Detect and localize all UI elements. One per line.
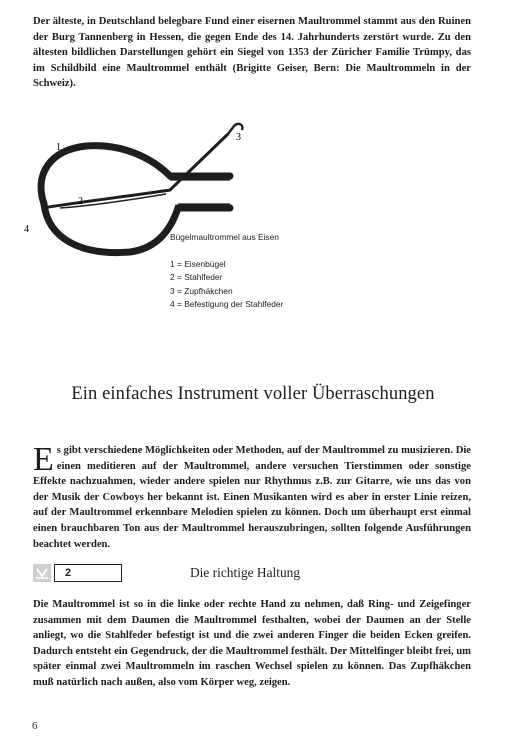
intro-paragraph: Der älteste, in Deutschland belegbare Fund einer eisernen Maultrommel stammt aus den Ruinen der Burg Tannenberg in Hessen, die gegen Ende des 14. Jahrhunderts zerstört wurde. Zu den ältesten bildlichen Darstellungen gehört ein Siegel von 1353 der Züricher Familie Trümpy, das im Schildbild eine Maultrommel enthält (Brigitte Geiser, Bern: Die Maultrommeln in der Schweiz). [33, 16, 471, 90]
section-icon [33, 564, 51, 582]
legend-item-3: 3 = Zupfhäkchen [170, 285, 233, 296]
caption-title: Bügelmaultrommel aus Eisen [170, 232, 279, 242]
haltung-paragraph: Die Maultrommel ist so in die linke oder rechte Hand zu nehmen, daß Ring- und Zeigefinger zusammen mit dem Daumen die Maultrommel festhalten, wobei der Daumen an der Stelle anliegt, wo die Stahlfeder befestigt ist und die zwei anderen Finger die beiden Ecken greifen. Dadurch entsteht ein Gegendruck, der die Maultrommel festhält. Der Mittelfinger bleibt frei, um später einmal zwei Maultrommeln im raschen Wechsel spielen zu können. Das Zupfhäkchen muß natürlich nach außen, also vom Körper weg, zeigen. [33, 599, 471, 688]
arrow-down-icon [33, 564, 51, 582]
callout-4: 4 [24, 224, 29, 235]
callout-1: 1 [56, 142, 61, 153]
callout-3: 3 [236, 132, 241, 143]
legend-item-4: 4 = Befestigung der Stahlfeder [170, 298, 284, 309]
figure-caption [170, 232, 283, 311]
callout-2: 2 [78, 196, 83, 207]
section-number: 2 [54, 564, 122, 582]
main-paragraph [33, 443, 471, 552]
legend-item-1: 1 = Eisenbügel [170, 259, 226, 269]
dropcap: E [33, 441, 54, 478]
legend-item-2: 2 = Stahlfeder [170, 272, 223, 283]
page-number: 6 [32, 720, 38, 732]
chapter-heading: Ein einfaches Instrument voller Überraschungen [71, 384, 435, 404]
section-title: Die richtige Haltung [190, 565, 301, 580]
main-paragraph-text: s gibt verschiedene Möglichkeiten oder Methoden, auf der Maultrommel zu musizieren. Die einen meditieren auf der Maultrommel, andere versuchen Tierstimmen oder sonstige Effekte nachzuahmen, wieder andere spielen nur Rhythmus z.B. zur Gitarre, wie uns das von der Musik der Cowboys her bekannt ist. Einen Musikanten wird es aber in erster Linie reizen, auf der Maultrommel erkennbare Melodien spielen zu können. Doch um überhaupt erst einmal einen brauchbaren Ton aus der Maultrommel herauszubringen, sollten folgende Ausführungen beachtet werden. [33, 445, 471, 550]
